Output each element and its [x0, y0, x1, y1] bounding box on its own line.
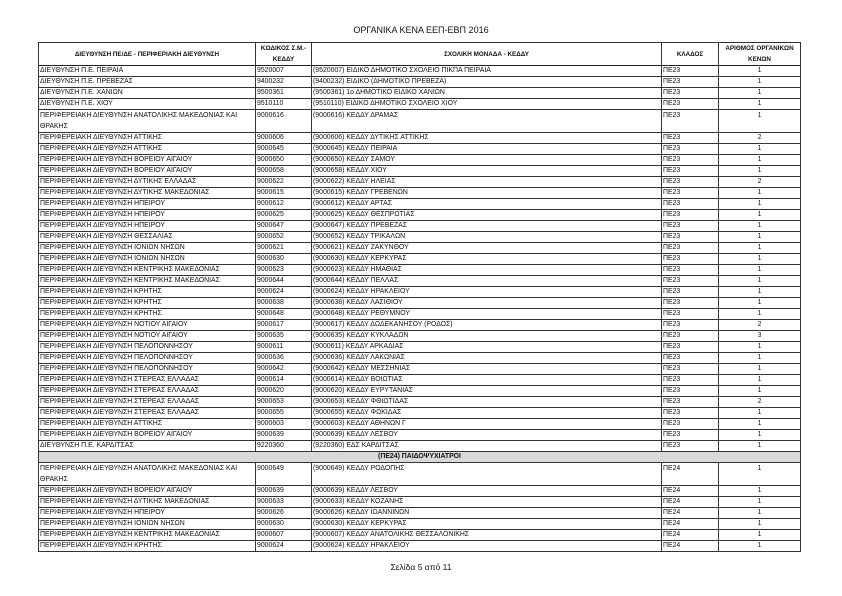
vacancies-cell: 1 — [719, 166, 801, 177]
specialty-cell: ΠΕ23 — [662, 331, 719, 342]
page-title: ΟΡΓΑΝΙΚΑ ΚΕΝΑ ΕΕΠ-ΕΒΠ 2016 — [353, 25, 489, 35]
school-unit-cell: (9000655) ΚΕΔΔΥ ΦΩΚΙΔΑΣ — [312, 408, 662, 419]
table-row — [39, 177, 801, 188]
vacancies-cell: 1 — [719, 541, 801, 552]
vacancies-cell: 1 — [719, 430, 801, 441]
specialty-cell: ΠΕ23 — [662, 298, 719, 309]
directorate-cell: ΠΕΡΙΦΕΡΕΙΑΚΗ ΔΙΕΥΘΥΝΣΗ ΔΥΤΙΚΗΣ ΜΑΚΕΔΟΝΙΑΣ — [39, 497, 256, 508]
specialty-cell: ΠΕ23 — [662, 309, 719, 320]
directorate-cell: ΠΕΡΙΦΕΡΕΙΑΚΗ ΔΙΕΥΘΥΝΣΗ ΑΝΑΤΟΛΙΚΗΣ ΜΑΚΕΔΟΝΙΑΣ ΚΑΙ ΘΡΑΚΗΣ — [39, 463, 256, 486]
school-unit-cell: (9000653) ΚΕΔΔΥ ΦΘΙΩΤΙΔΑΣ — [312, 397, 662, 408]
vacancies-cell: 1 — [719, 254, 801, 265]
specialty-cell: ΠΕ24 — [662, 530, 719, 541]
specialty-cell: ΠΕ23 — [662, 353, 719, 364]
code-cell: 9000626 — [256, 508, 312, 519]
vacancies-cell: 1 — [719, 309, 801, 320]
school-unit-cell: (9000607) ΚΕΔΔΥ ΑΝΑΤΟΛΙΚΗΣ ΘΕΣΣΑΛΟΝΙΚΗΣ — [312, 530, 662, 541]
directorate-cell: ΠΕΡΙΦΕΡΕΙΑΚΗ ΔΙΕΥΘΥΝΣΗ ΒΟΡΕΙΟΥ ΑΙΓΑΙΟΥ — [39, 486, 256, 497]
specialty-cell: ΠΕ23 — [662, 188, 719, 199]
school-unit-cell: (9000658) ΚΕΔΔΥ ΧΙΟΥ — [312, 166, 662, 177]
vacancies-cell: 1 — [719, 110, 801, 133]
school-unit-cell: (9000603) ΚΕΔΔΥ ΑΘΗΝΩΝ Γ — [312, 419, 662, 430]
table-row — [39, 541, 801, 552]
table-row — [39, 441, 801, 452]
code-cell: 9520007 — [256, 66, 312, 77]
table-row — [39, 497, 801, 508]
code-cell: 9000623 — [256, 265, 312, 276]
code-cell: 9000624 — [256, 541, 312, 552]
table-row — [39, 66, 801, 77]
directorate-cell: ΔΙΕΥΘΥΝΣΗ Π.Ε. ΧΙΟΥ — [39, 99, 256, 110]
table-row — [39, 408, 801, 419]
specialty-cell: ΠΕ24 — [662, 463, 719, 486]
school-unit-cell: (9520007) ΕΙΔΙΚΟ ΔΗΜΟΤΙΚΟ ΣΧΟΛΕΙΟ ΠΙΚΠΑ ΠΕΙΡΑΙΑ — [312, 66, 662, 77]
specialty-cell: ΠΕ23 — [662, 88, 719, 99]
code-cell: 9510110 — [256, 99, 312, 110]
code-cell: 9000655 — [256, 408, 312, 419]
directorate-cell: ΠΕΡΙΦΕΡΕΙΑΚΗ ΔΙΕΥΘΥΝΣΗ ΚΡΗΤΗΣ — [39, 287, 256, 298]
table-row — [39, 298, 801, 309]
table-row — [39, 276, 801, 287]
directorate-cell: ΠΕΡΙΦΕΡΕΙΑΚΗ ΔΙΕΥΘΥΝΣΗ ΑΝΑΤΟΛΙΚΗΣ ΜΑΚΕΔΟΝΙΑΣ ΚΑΙ ΘΡΑΚΗΣ — [39, 110, 256, 133]
vacancies-cell: 1 — [719, 497, 801, 508]
directorate-cell: ΔΙΕΥΘΥΝΣΗ Π.Ε. ΠΕΙΡΑΙΑ — [39, 66, 256, 77]
school-unit-cell: (9000642) ΚΕΔΔΥ ΜΕΣΣΗΝΙΑΣ — [312, 364, 662, 375]
header-school-unit: ΣΧΟΛΙΚΗ ΜΟΝΑΔΑ - ΚΕΔΔΥ — [312, 43, 662, 66]
table-row — [39, 232, 801, 243]
specialty-cell: ΠΕ23 — [662, 221, 719, 232]
school-unit-cell: (9000614) ΚΕΔΔΥ ΒΟΙΩΤΙΑΣ — [312, 375, 662, 386]
specialty-cell: ΠΕ23 — [662, 155, 719, 166]
table-row — [39, 133, 801, 144]
directorate-cell: ΠΕΡΙΦΕΡΕΙΑΚΗ ΔΙΕΥΘΥΝΣΗ ΑΤΤΙΚΗΣ — [39, 133, 256, 144]
code-cell: 9000630 — [256, 519, 312, 530]
table-row — [39, 331, 801, 342]
page-number: Σελίδα 5 από 11 — [390, 562, 452, 572]
vacancies-cell: 1 — [719, 88, 801, 99]
code-cell: 9000606 — [256, 133, 312, 144]
directorate-cell: ΠΕΡΙΦΕΡΕΙΑΚΗ ΔΙΕΥΘΥΝΣΗ ΙΟΝΙΩΝ ΝΗΣΩΝ — [39, 254, 256, 265]
specialty-cell: ΠΕ23 — [662, 254, 719, 265]
table-row — [39, 77, 801, 88]
table-row — [39, 287, 801, 298]
specialty-cell: ΠΕ23 — [662, 210, 719, 221]
table-row — [39, 155, 801, 166]
directorate-cell: ΠΕΡΙΦΕΡΕΙΑΚΗ ΔΙΕΥΘΥΝΣΗ ΠΕΛΟΠΟΝΝΗΣΟΥ — [39, 342, 256, 353]
code-cell: 9000636 — [256, 353, 312, 364]
code-cell: 9000607 — [256, 530, 312, 541]
table-row — [39, 419, 801, 430]
directorate-cell: ΠΕΡΙΦΕΡΕΙΑΚΗ ΔΙΕΥΘΥΝΣΗ ΒΟΡΕΙΟΥ ΑΙΓΑΙΟΥ — [39, 430, 256, 441]
header-code: ΚΩΔΙΚΟΣ Σ.Μ.-ΚΕΔΔΥ — [256, 43, 312, 66]
school-unit-cell: (9000630) ΚΕΔΔΥ ΚΕΡΚΥΡΑΣ — [312, 254, 662, 265]
school-unit-cell: (9000621) ΚΕΔΔΥ ΖΑΚΥΝΘΟΥ — [312, 243, 662, 254]
table-row — [39, 99, 801, 110]
school-unit-cell: (9000622) ΚΕΔΔΥ ΗΛΕΙΑΣ — [312, 177, 662, 188]
code-cell: 9000630 — [256, 254, 312, 265]
directorate-cell: ΠΕΡΙΦΕΡΕΙΑΚΗ ΔΙΕΥΘΥΝΣΗ ΝΟΤΙΟΥ ΑΙΓΑΙΟΥ — [39, 331, 256, 342]
code-cell: 9000615 — [256, 188, 312, 199]
school-unit-cell: (9000606) ΚΕΔΔΥ ΔΥΤΙΚΗΣ ΑΤΤΙΚΗΣ — [312, 133, 662, 144]
specialty-cell: ΠΕ23 — [662, 430, 719, 441]
vacancies-cell: 1 — [719, 265, 801, 276]
table-row — [39, 508, 801, 519]
school-unit-cell: (9000649) ΚΕΔΔΥ ΡΟΔΟΠΗΣ — [312, 463, 662, 486]
directorate-cell: ΠΕΡΙΦΕΡΕΙΑΚΗ ΔΙΕΥΘΥΝΣΗ ΙΟΝΙΩΝ ΝΗΣΩΝ — [39, 243, 256, 254]
directorate-cell: ΔΙΕΥΘΥΝΣΗ Π.Ε. ΚΑΡΔΙΤΣΑΣ — [39, 441, 256, 452]
code-cell: 9000647 — [256, 221, 312, 232]
table-row — [39, 364, 801, 375]
specialty-cell: ΠΕ24 — [662, 508, 719, 519]
table-row — [39, 188, 801, 199]
directorate-cell: ΠΕΡΙΦΕΡΕΙΑΚΗ ΔΙΕΥΘΥΝΣΗ ΔΥΤΙΚΗΣ ΕΛΛΑΔΑΣ — [39, 177, 256, 188]
table-row — [39, 88, 801, 99]
directorate-cell: ΠΕΡΙΦΕΡΕΙΑΚΗ ΔΙΕΥΘΥΝΣΗ ΣΤΕΡΕΑΣ ΕΛΛΑΔΑΣ — [39, 408, 256, 419]
directorate-cell: ΠΕΡΙΦΕΡΕΙΑΚΗ ΔΙΕΥΘΥΝΣΗ ΝΟΤΙΟΥ ΑΙΓΑΙΟΥ — [39, 320, 256, 331]
section-label: (ΠΕ24) ΠΑΙΔΟΨΥΧΙΑΤΡΟΙ — [39, 452, 801, 463]
code-cell: 9000620 — [256, 386, 312, 397]
table-header-row — [39, 43, 801, 66]
code-cell: 9000644 — [256, 276, 312, 287]
specialty-cell: ΠΕ23 — [662, 364, 719, 375]
table-row — [39, 375, 801, 386]
code-cell: 9000648 — [256, 309, 312, 320]
vacancies-table — [38, 42, 801, 552]
specialty-cell: ΠΕ24 — [662, 497, 719, 508]
vacancies-cell: 1 — [719, 77, 801, 88]
specialty-cell: ΠΕ23 — [662, 66, 719, 77]
specialty-cell: ΠΕ23 — [662, 199, 719, 210]
code-cell: 9000617 — [256, 320, 312, 331]
code-cell: 9000603 — [256, 419, 312, 430]
table-row — [39, 530, 801, 541]
specialty-cell: ΠΕ23 — [662, 375, 719, 386]
code-cell: 9000658 — [256, 166, 312, 177]
specialty-cell: ΠΕ24 — [662, 486, 719, 497]
school-unit-cell: (9000645) ΚΕΔΔΥ ΠΕΙΡΑΙΑ — [312, 144, 662, 155]
header-specialty: ΚΛΑΔΟΣ — [662, 43, 719, 66]
code-cell: 9000638 — [256, 298, 312, 309]
vacancies-cell: 3 — [719, 331, 801, 342]
table-row — [39, 254, 801, 265]
vacancies-cell: 2 — [719, 133, 801, 144]
directorate-cell: ΠΕΡΙΦΕΡΕΙΑΚΗ ΔΙΕΥΘΥΝΣΗ ΗΠΕΙΡΟΥ — [39, 508, 256, 519]
code-cell: 9000624 — [256, 287, 312, 298]
school-unit-cell: (9000623) ΚΕΔΔΥ ΗΜΑΘΙΑΣ — [312, 265, 662, 276]
school-unit-cell: (9000650) ΚΕΔΔΥ ΣΑΜΟΥ — [312, 155, 662, 166]
school-unit-cell: (9000638) ΚΕΔΔΥ ΛΑΣΙΘΙΟΥ — [312, 298, 662, 309]
specialty-cell: ΠΕ23 — [662, 276, 719, 287]
school-unit-cell: (9000636) ΚΕΔΔΥ ΛΑΚΩΝΙΑΣ — [312, 353, 662, 364]
school-unit-cell: (9000616) ΚΕΔΔΥ ΔΡΑΜΑΣ — [312, 110, 662, 133]
specialty-cell: ΠΕ24 — [662, 541, 719, 552]
vacancies-cell: 1 — [719, 364, 801, 375]
school-unit-cell: (9220360) ΕΔΣ ΚΑΡΔΙΤΣΑΣ — [312, 441, 662, 452]
table-row — [39, 519, 801, 530]
specialty-cell: ΠΕ23 — [662, 342, 719, 353]
directorate-cell: ΠΕΡΙΦΕΡΕΙΑΚΗ ΔΙΕΥΘΥΝΣΗ ΑΤΤΙΚΗΣ — [39, 419, 256, 430]
vacancies-cell: 2 — [719, 177, 801, 188]
school-unit-cell: (9000620) ΚΕΔΔΥ ΕΥΡΥΤΑΝΙΑΣ — [312, 386, 662, 397]
table-row — [39, 463, 801, 486]
vacancies-cell: 1 — [719, 276, 801, 287]
school-unit-cell: (9000624) ΚΕΔΔΥ ΗΡΑΚΛΕΙΟΥ — [312, 287, 662, 298]
directorate-cell: ΠΕΡΙΦΕΡΕΙΑΚΗ ΔΙΕΥΘΥΝΣΗ ΙΟΝΙΩΝ ΝΗΣΩΝ — [39, 519, 256, 530]
specialty-cell: ΠΕ24 — [662, 519, 719, 530]
code-cell: 9000614 — [256, 375, 312, 386]
school-unit-cell: (9000617) ΚΕΔΔΥ ΔΩΔΕΚΑΝΗΣΟΥ (ΡΟΔΟΣ) — [312, 320, 662, 331]
vacancies-cell: 1 — [719, 66, 801, 77]
specialty-cell: ΠΕ23 — [662, 419, 719, 430]
directorate-cell: ΠΕΡΙΦΕΡΕΙΑΚΗ ΔΙΕΥΘΥΝΣΗ ΚΡΗΤΗΣ — [39, 541, 256, 552]
table-row — [39, 342, 801, 353]
specialty-cell: ΠΕ23 — [662, 133, 719, 144]
table-row — [39, 110, 801, 133]
directorate-cell: ΠΕΡΙΦΕΡΕΙΑΚΗ ΔΙΕΥΘΥΝΣΗ ΣΤΕΡΕΑΣ ΕΛΛΑΔΑΣ — [39, 375, 256, 386]
specialty-cell: ΠΕ23 — [662, 99, 719, 110]
vacancies-cell: 1 — [719, 144, 801, 155]
directorate-cell: ΠΕΡΙΦΕΡΕΙΑΚΗ ΔΙΕΥΘΥΝΣΗ ΣΤΕΡΕΑΣ ΕΛΛΑΔΑΣ — [39, 397, 256, 408]
code-cell: 9220360 — [256, 441, 312, 452]
code-cell: 9000652 — [256, 232, 312, 243]
specialty-cell: ΠΕ23 — [662, 408, 719, 419]
directorate-cell: ΠΕΡΙΦΕΡΕΙΑΚΗ ΔΙΕΥΘΥΝΣΗ ΣΤΕΡΕΑΣ ΕΛΛΑΔΑΣ — [39, 386, 256, 397]
school-unit-cell: (9000625) ΚΕΔΔΥ ΘΕΣΠΡΩΤΙΑΣ — [312, 210, 662, 221]
code-cell: 9000649 — [256, 463, 312, 486]
directorate-cell: ΠΕΡΙΦΕΡΕΙΑΚΗ ΔΙΕΥΘΥΝΣΗ ΑΤΤΙΚΗΣ — [39, 144, 256, 155]
code-cell: 9400232 — [256, 77, 312, 88]
vacancies-cell: 1 — [719, 353, 801, 364]
school-unit-cell: (9000644) ΚΕΔΔΥ ΠΕΛΛΑΣ — [312, 276, 662, 287]
table-row — [39, 309, 801, 320]
code-cell: 9500361 — [256, 88, 312, 99]
code-cell: 9000650 — [256, 155, 312, 166]
vacancies-cell: 1 — [719, 287, 801, 298]
code-cell: 9000639 — [256, 430, 312, 441]
specialty-cell: ΠΕ23 — [662, 243, 719, 254]
vacancies-cell: 1 — [719, 155, 801, 166]
code-cell: 9000611 — [256, 342, 312, 353]
directorate-cell: ΠΕΡΙΦΕΡΕΙΑΚΗ ΔΙΕΥΘΥΝΣΗ ΠΕΛΟΠΟΝΝΗΣΟΥ — [39, 364, 256, 375]
school-unit-cell: (9000611) ΚΕΔΔΥ ΑΡΚΑΔΙΑΣ — [312, 342, 662, 353]
directorate-cell: ΠΕΡΙΦΕΡΕΙΑΚΗ ΔΙΕΥΘΥΝΣΗ ΚΕΝΤΡΙΚΗΣ ΜΑΚΕΔΟΝΙΑΣ — [39, 530, 256, 541]
vacancies-cell: 1 — [719, 508, 801, 519]
code-cell: 9000612 — [256, 199, 312, 210]
vacancies-cell: 1 — [719, 210, 801, 221]
code-cell: 9000645 — [256, 144, 312, 155]
table-row — [39, 199, 801, 210]
vacancies-cell: 1 — [719, 419, 801, 430]
code-cell: 9000622 — [256, 177, 312, 188]
directorate-cell: ΠΕΡΙΦΕΡΕΙΑΚΗ ΔΙΕΥΘΥΝΣΗ ΗΠΕΙΡΟΥ — [39, 199, 256, 210]
vacancies-cell: 1 — [719, 188, 801, 199]
school-unit-cell: (9000615) ΚΕΔΔΥ ΓΡΕΒΕΝΩΝ — [312, 188, 662, 199]
vacancies-cell: 1 — [719, 486, 801, 497]
directorate-cell: ΠΕΡΙΦΕΡΕΙΑΚΗ ΔΙΕΥΘΥΝΣΗ ΚΡΗΤΗΣ — [39, 309, 256, 320]
vacancies-cell: 1 — [719, 519, 801, 530]
school-unit-cell: (9510110) ΕΙΔΙΚΟ ΔΗΜΟΤΙΚΟ ΣΧΟΛΕΙΟ ΧΙΟΥ — [312, 99, 662, 110]
table-row — [39, 430, 801, 441]
table-row — [39, 397, 801, 408]
table-row — [39, 144, 801, 155]
code-cell: 9000642 — [256, 364, 312, 375]
vacancies-cell: 1 — [719, 375, 801, 386]
vacancies-cell: 1 — [719, 221, 801, 232]
table-row — [39, 243, 801, 254]
table-row — [39, 320, 801, 331]
vacancies-cell: 2 — [719, 320, 801, 331]
directorate-cell: ΠΕΡΙΦΕΡΕΙΑΚΗ ΔΙΕΥΘΥΝΣΗ ΗΠΕΙΡΟΥ — [39, 221, 256, 232]
table-row — [39, 221, 801, 232]
directorate-cell: ΠΕΡΙΦΕΡΕΙΑΚΗ ΔΙΕΥΘΥΝΣΗ ΗΠΕΙΡΟΥ — [39, 210, 256, 221]
table-row — [39, 210, 801, 221]
code-cell: 9000621 — [256, 243, 312, 254]
school-unit-cell: (9000652) ΚΕΔΔΥ ΤΡΙΚΑΛΩΝ — [312, 232, 662, 243]
directorate-cell: ΠΕΡΙΦΕΡΕΙΑΚΗ ΔΙΕΥΘΥΝΣΗ ΘΕΣΣΑΛΙΑΣ — [39, 232, 256, 243]
specialty-cell: ΠΕ23 — [662, 232, 719, 243]
vacancies-cell: 1 — [719, 298, 801, 309]
vacancies-cell: 1 — [719, 199, 801, 210]
school-unit-cell: (9000648) ΚΕΔΔΥ ΡΕΘΥΜΝΟΥ — [312, 309, 662, 320]
school-unit-cell: (9000647) ΚΕΔΔΥ ΠΡΕΒΕΖΑΣ — [312, 221, 662, 232]
directorate-cell: ΠΕΡΙΦΕΡΕΙΑΚΗ ΔΙΕΥΘΥΝΣΗ ΚΕΝΤΡΙΚΗΣ ΜΑΚΕΔΟΝΙΑΣ — [39, 276, 256, 287]
code-cell: 9000635 — [256, 331, 312, 342]
header-vacancies: ΑΡΙΘΜΟΣ ΟΡΓΑΝΙΚΩΝ ΚΕΝΩΝ — [719, 43, 801, 66]
school-unit-cell: (9500361) 1ο ΔΗΜΟΤΙΚΟ ΕΙΔΙΚΟ ΧΑΝΙΩΝ — [312, 88, 662, 99]
specialty-cell: ΠΕ23 — [662, 110, 719, 133]
specialty-cell: ΠΕ23 — [662, 265, 719, 276]
specialty-cell: ΠΕ23 — [662, 144, 719, 155]
code-cell: 9000616 — [256, 110, 312, 133]
specialty-cell: ΠΕ23 — [662, 386, 719, 397]
school-unit-cell: (9000633) ΚΕΔΔΥ ΚΟΖΑΝΗΣ — [312, 497, 662, 508]
table-row — [39, 353, 801, 364]
header-directorate: ΔΙΕΥΘΥΝΣΗ ΠΕ/ΔΕ - ΠΕΡΙΦΕΡΙΑΚΗ ΔΙΕΥΘΥΝΣΗ — [39, 43, 256, 66]
directorate-cell: ΠΕΡΙΦΕΡΕΙΑΚΗ ΔΙΕΥΘΥΝΣΗ ΒΟΡΕΙΟΥ ΑΙΓΑΙΟΥ — [39, 155, 256, 166]
code-cell: 9000639 — [256, 486, 312, 497]
table-row — [39, 386, 801, 397]
code-cell: 9000633 — [256, 497, 312, 508]
section-header-row — [39, 452, 801, 463]
directorate-cell: ΔΙΕΥΘΥΝΣΗ Π.Ε. ΠΡΕΒΕΖΑΣ — [39, 77, 256, 88]
school-unit-cell: (9400232) ΕΙΔΙΚΟ (ΔΗΜΟΤΙΚΟ ΠΡΕΒΕΖΑ) — [312, 77, 662, 88]
vacancies-cell: 1 — [719, 243, 801, 254]
specialty-cell: ΠΕ23 — [662, 287, 719, 298]
specialty-cell: ΠΕ23 — [662, 441, 719, 452]
code-cell: 9000653 — [256, 397, 312, 408]
school-unit-cell: (9000635) ΚΕΔΔΥ ΚΥΚΛΑΔΩΝ — [312, 331, 662, 342]
vacancies-cell: 1 — [719, 441, 801, 452]
directorate-cell: ΠΕΡΙΦΕΡΕΙΑΚΗ ΔΙΕΥΘΥΝΣΗ ΚΡΗΤΗΣ — [39, 298, 256, 309]
directorate-cell: ΔΙΕΥΘΥΝΣΗ Π.Ε. ΧΑΝΙΩΝ — [39, 88, 256, 99]
vacancies-cell: 1 — [719, 232, 801, 243]
directorate-cell: ΠΕΡΙΦΕΡΕΙΑΚΗ ΔΙΕΥΘΥΝΣΗ ΠΕΛΟΠΟΝΝΗΣΟΥ — [39, 353, 256, 364]
vacancies-cell: 1 — [719, 342, 801, 353]
school-unit-cell: (9000626) ΚΕΔΔΥ ΙΩΑΝΝΙΝΩΝ — [312, 508, 662, 519]
table-row — [39, 486, 801, 497]
vacancies-cell: 1 — [719, 463, 801, 486]
vacancies-cell: 1 — [719, 386, 801, 397]
vacancies-cell: 1 — [719, 408, 801, 419]
school-unit-cell: (9000612) ΚΕΔΔΥ ΑΡΤΑΣ — [312, 199, 662, 210]
school-unit-cell: (9000639) ΚΕΔΔΥ ΛΕΣΒΟΥ — [312, 430, 662, 441]
school-unit-cell: (9000624) ΚΕΔΔΥ ΗΡΑΚΛΕΙΟΥ — [312, 541, 662, 552]
specialty-cell: ΠΕ23 — [662, 166, 719, 177]
table-row — [39, 265, 801, 276]
specialty-cell: ΠΕ23 — [662, 397, 719, 408]
code-cell: 9000625 — [256, 210, 312, 221]
vacancies-cell: 2 — [719, 397, 801, 408]
specialty-cell: ΠΕ23 — [662, 77, 719, 88]
specialty-cell: ΠΕ23 — [662, 320, 719, 331]
vacancies-cell: 1 — [719, 99, 801, 110]
school-unit-cell: (9000639) ΚΕΔΔΥ ΛΕΣΒΟΥ — [312, 486, 662, 497]
directorate-cell: ΠΕΡΙΦΕΡΕΙΑΚΗ ΔΙΕΥΘΥΝΣΗ ΔΥΤΙΚΗΣ ΜΑΚΕΔΟΝΙΑΣ — [39, 188, 256, 199]
school-unit-cell: (9000630) ΚΕΔΔΥ ΚΕΡΚΥΡΑΣ — [312, 519, 662, 530]
vacancies-cell: 1 — [719, 530, 801, 541]
table-row — [39, 166, 801, 177]
specialty-cell: ΠΕ23 — [662, 177, 719, 188]
directorate-cell: ΠΕΡΙΦΕΡΕΙΑΚΗ ΔΙΕΥΘΥΝΣΗ ΒΟΡΕΙΟΥ ΑΙΓΑΙΟΥ — [39, 166, 256, 177]
directorate-cell: ΠΕΡΙΦΕΡΕΙΑΚΗ ΔΙΕΥΘΥΝΣΗ ΚΕΝΤΡΙΚΗΣ ΜΑΚΕΔΟΝΙΑΣ — [39, 265, 256, 276]
